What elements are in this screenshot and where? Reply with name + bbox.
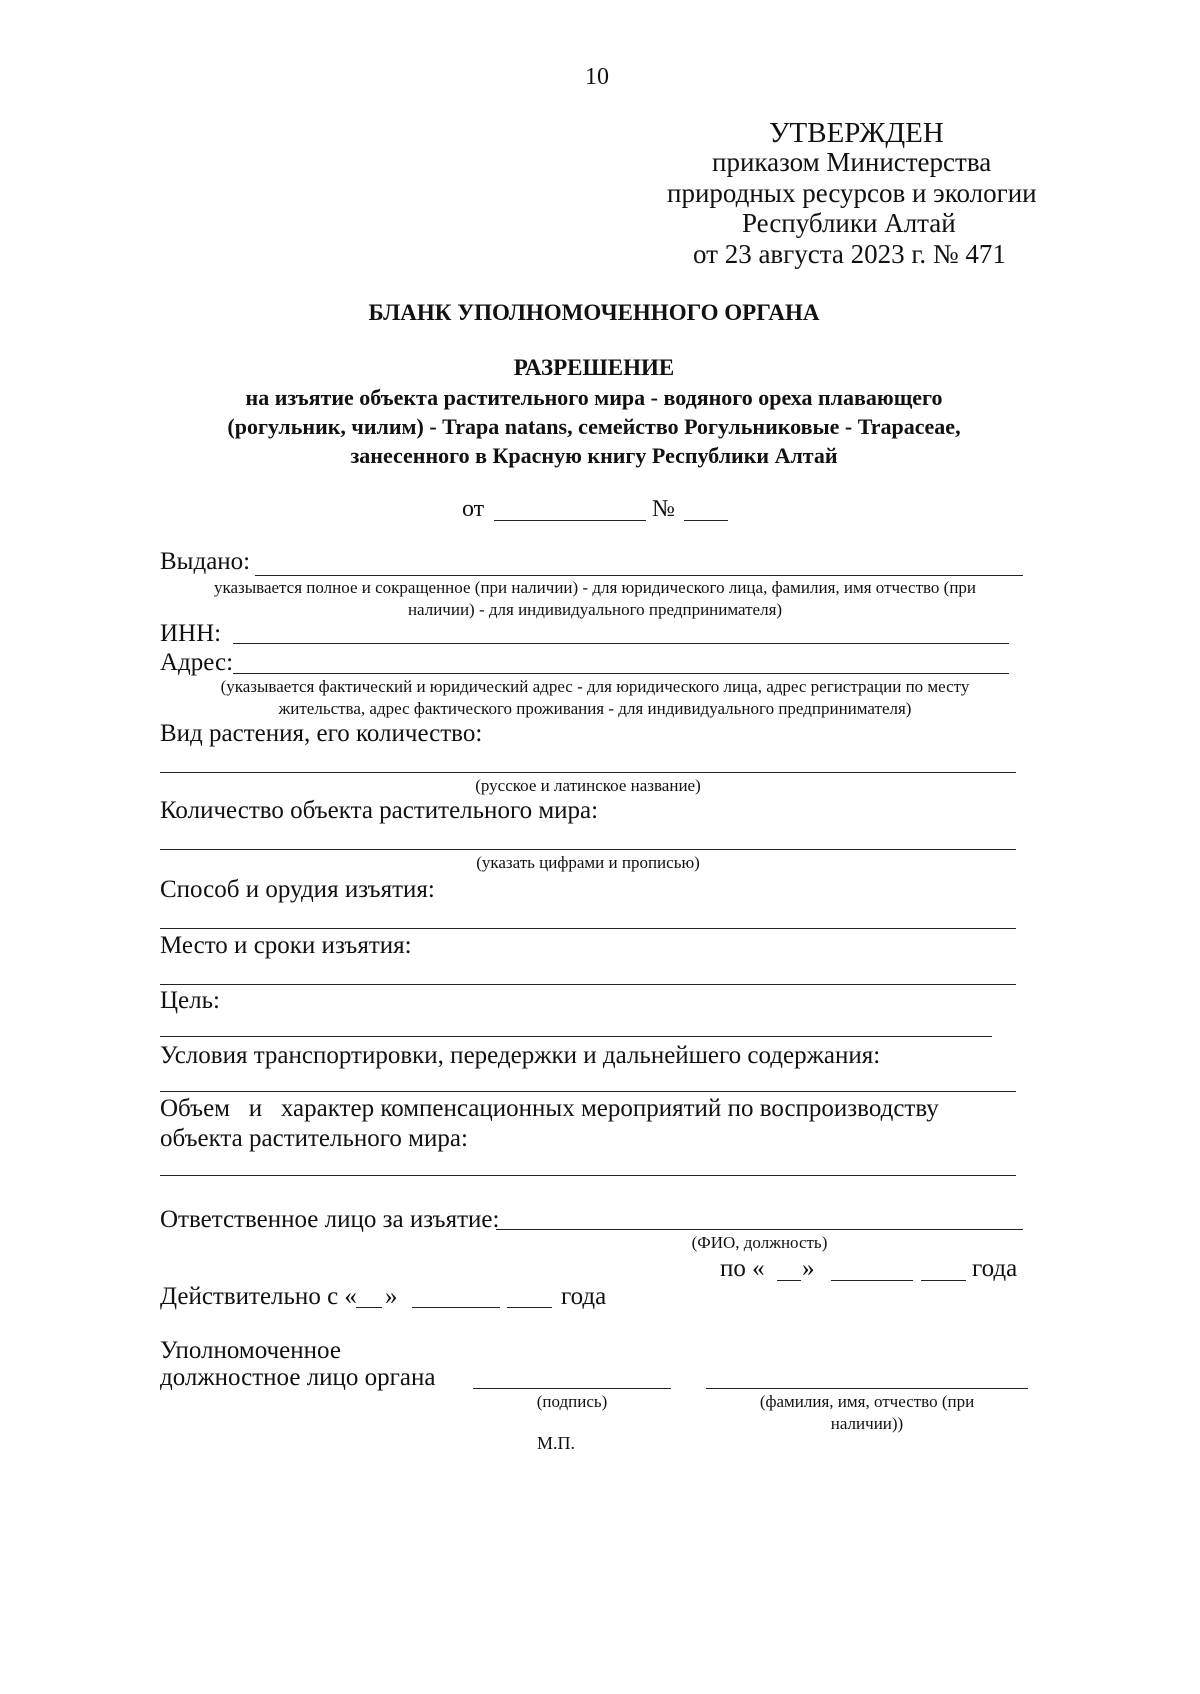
name-hint-2: наличии)) (830, 1414, 904, 1433)
conditions-field[interactable] (160, 1091, 1016, 1092)
method-field[interactable] (160, 928, 1016, 929)
volume-label-1: Объем и характер компенсационных мероприятий по воспроизводству (160, 1095, 939, 1122)
address-field[interactable] (233, 673, 1009, 674)
address-hint-1: (указывается фактический и юридический адрес - для юридического лица, адрес регистрации по месту (220, 677, 970, 696)
inn-label: ИНН: (160, 620, 222, 647)
approval-line-1: приказом Министерства (712, 147, 992, 177)
valid-from-month-field[interactable] (412, 1307, 500, 1308)
inn-field[interactable] (233, 643, 1009, 644)
goal-label: Цель: (160, 987, 220, 1014)
approval-line-3: Республики Алтай (742, 208, 956, 238)
stamp-place: М.П. (537, 1433, 576, 1453)
quantity-hint: (указать цифрами и прописью) (476, 853, 700, 872)
valid-to-day-field[interactable] (777, 1280, 801, 1281)
valid-from-year-field[interactable] (507, 1307, 552, 1308)
issued-label: Выдано: (160, 548, 251, 575)
valid-to-month-field[interactable] (831, 1280, 913, 1281)
number-field[interactable] (684, 520, 728, 521)
valid-to-prefix: по « (720, 1255, 765, 1282)
name-hint-1: (фамилия, имя, отчество (при (759, 1392, 975, 1411)
valid-to-mid: » (802, 1255, 815, 1282)
quantity-field[interactable] (160, 849, 1016, 850)
subtitle-line-2: (рогульник, чилим) - Trapa natans, семейство Рогульниковые - Trapaceae, (227, 414, 961, 439)
responsible-label: Ответственное лицо за изъятие: (160, 1206, 500, 1233)
signature-field[interactable] (473, 1388, 671, 1389)
responsible-hint: (ФИО, должность) (691, 1233, 828, 1252)
issued-field[interactable] (255, 575, 1023, 576)
official-label-2: должностное лицо органа (160, 1364, 436, 1391)
official-label-1: Уполномоченное (160, 1337, 341, 1364)
page-number: 10 (585, 64, 609, 90)
responsible-field[interactable] (496, 1229, 1023, 1230)
valid-from-prefix: Действительно с « (160, 1283, 357, 1310)
place-label: Место и сроки изъятия: (160, 932, 412, 959)
goal-field[interactable] (160, 1036, 992, 1037)
date-field[interactable] (494, 520, 646, 521)
volume-label-2: объекта растительного мира: (160, 1125, 468, 1152)
issued-hint-2: наличии) - для индивидуального предпринимателя) (407, 600, 783, 619)
plant-label: Вид растения, его количество: (160, 720, 483, 747)
conditions-label: Условия транспортировки, передержки и дальнейшего содержания: (160, 1042, 881, 1069)
issued-hint-1: указывается полное и сокращенное (при наличии) - для юридического лица, фамилия, имя отчество (при (213, 578, 977, 597)
valid-from-day-field[interactable] (356, 1307, 382, 1308)
date-from-label: от (462, 496, 485, 522)
plant-hint: (русское и латинское название) (475, 776, 701, 795)
signature-hint: (подпись) (536, 1392, 608, 1411)
quantity-label: Количество объекта растительного мира: (160, 797, 599, 824)
approval-line-4: от 23 августа 2023 г. № 471 (693, 239, 1006, 269)
valid-from-suffix: года (561, 1283, 607, 1310)
address-label: Адрес: (160, 649, 234, 676)
blank-title: БЛАНК УПОЛНОМОЧЕННОГО ОРГАНА (368, 300, 820, 325)
subtitle-line-3: занесенного в Красную книгу Республики Алтай (350, 443, 838, 468)
valid-from-mid: » (385, 1283, 398, 1310)
valid-to-year-field[interactable] (921, 1280, 966, 1281)
address-hint-2: жительства, адрес фактического проживания - для индивидуального предпринимателя) (278, 699, 912, 718)
plant-field[interactable] (160, 772, 1016, 773)
subtitle-line-1: на изъятие объекта растительного мира - водяного ореха плавающего (245, 385, 943, 410)
place-field[interactable] (160, 984, 1016, 985)
official-name-field[interactable] (706, 1388, 1028, 1389)
number-sign: № (652, 496, 675, 522)
approval-heading: УТВЕРЖДЕН (769, 117, 944, 149)
doc-title: РАЗРЕШЕНИЕ (513, 355, 675, 380)
approval-line-2: природных ресурсов и экологии (667, 178, 1037, 208)
valid-to-suffix: года (972, 1255, 1018, 1282)
method-label: Способ и орудия изъятия: (160, 876, 435, 903)
volume-field[interactable] (160, 1175, 1016, 1176)
